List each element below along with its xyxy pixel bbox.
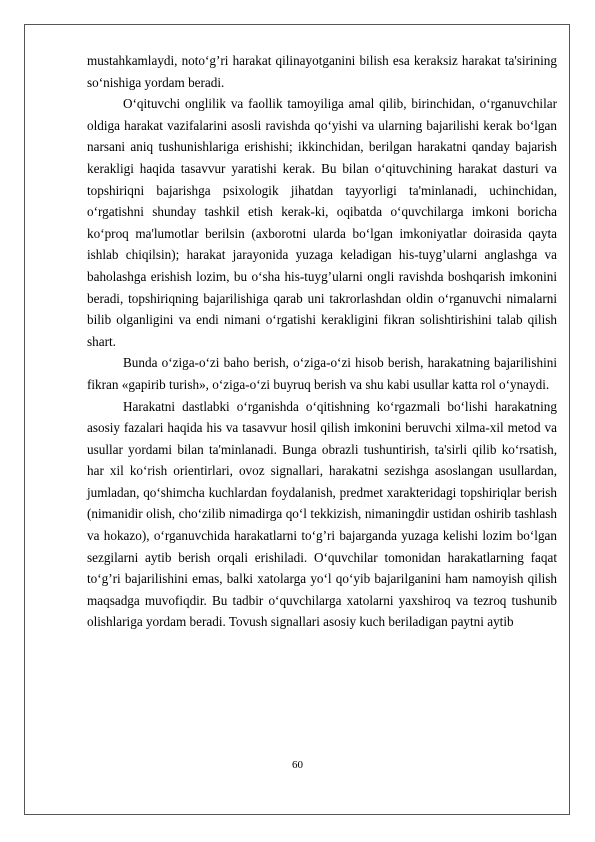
paragraph-visual-learning: Harakatni dastlabki o‘rganishda o‘qitishning ko‘rgazmali bo‘lishi harakatning asosiy fazalari haqida his va tasavvur hosil qilish imkonini beruvchi xilma-xil metod va usullar yordami bilan ta'minlanadi. Bunga obrazli tushuntirish, ta'sirli qilib ko‘rsatish, har xil ko‘rish orientirlari, ovoz signallari, harakatni sezishga asoslangan usullardan, jumladan, qo‘shimcha kuchlardan foydalanish, predmet xarakteridagi topshiriqlar berish (nimanidir olish, cho‘zilib nimadirga qo‘l tekkizish, nimaningdir ustidan oshirib tashlash va hokazo), o‘rganuvchida harakatlarni to‘g’ri bajarganda yuzaga kelishi lozim bo‘lgan sezgilarni aytib berish orqali erishiladi. O‘quvchilar tomonidan harakatlarning faqat to‘g’ri bajarilishini emas, balki xatolarga yo‘l qo‘yib bajarilganini ham namoyish qilish maqsadga muvofiqdir. Bu tadbir o‘quvchilarga xatolarni yaxshiroq va tezroq tushunib olishlariga yordam beradi. Tovush signallari asosiy kuch beriladigan paytni aytib <box>87 398 557 630</box>
page-number: 60 <box>292 759 303 771</box>
paragraph-continuation: mustahkamlaydi, noto‘g’ri harakat qilinayotganini bilish esa keraksiz harakat ta'sirining so‘nishiga yordam beradi. <box>87 53 557 90</box>
paragraph-teacher-principles: O‘qituvchi onglilik va faollik tamoyiliga amal qilib, birinchidan, o‘rganuvchilar oldiga harakat vazifalarini asosli ravishda qo‘yishi va ularning bajarilishi kerak bo‘lgan narsani aniq tushunishlariga erishishi; ikkinchidan, berilgan harakatni qanday bajarish kerakligi haqida tasavvur yaratishi kerak. Bu bilan o‘qituvchining harakat dasturi va topshiriqni bajarishga psixologik jihatdan tayyorligi ta'minlanadi, uchinchidan, o‘rgatishni shunday tashkil etish kerak-ki, oqibatda o‘quvchilarga imkoni boricha ko‘proq ma'lumotlar berilsin (axborotni ularda bo‘lgan imkoniyatlar doirasida qayta ishlab chiqilsin); harakat jarayonida yuzaga keladigan his-tuyg’ularni anglashga va baholashga erishish lozim, bu o‘sha his-tuyg’ularni ongli ravishda boshqarish imkonini beradi, topshiriqning bajarilishiga qarab uni takrorlashdan oldin o‘rganuvchi nimalarni bilib olganligini va endi nimani o‘rgatishi kerakligini fikran solishtirishini talab qilish shart. <box>87 96 557 349</box>
paragraph-self-assessment: Bunda o‘ziga-o‘zi baho berish, o‘ziga-o‘zi hisob berish, harakatning bajarilishini fikran «gapirib turish», o‘ziga-o‘zi buyruq berish va shu kabi usullar katta rol o‘ynaydi. <box>87 355 557 392</box>
document-body <box>87 50 557 633</box>
